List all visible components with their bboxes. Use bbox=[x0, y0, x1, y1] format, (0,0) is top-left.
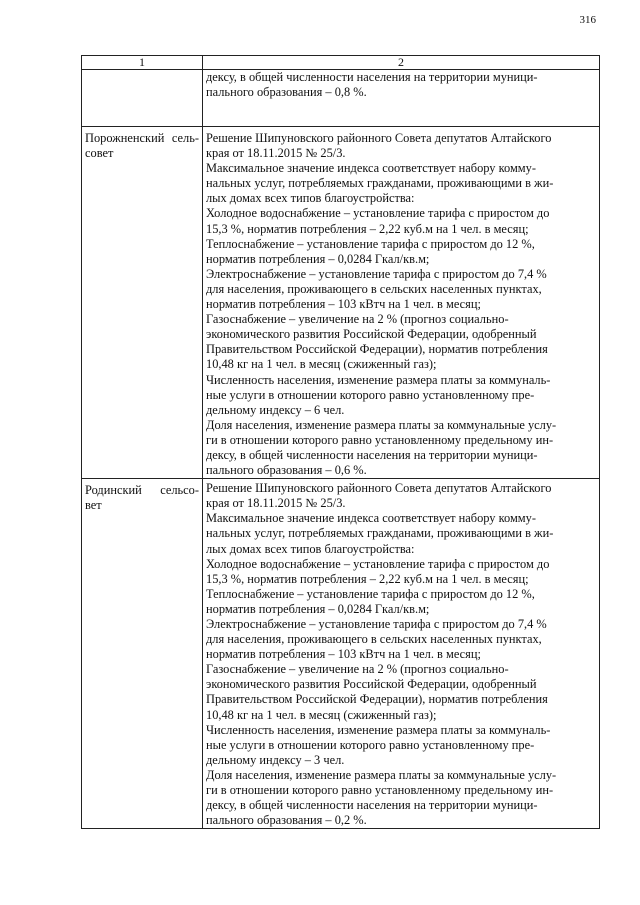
description-cell bbox=[203, 479, 600, 829]
text-line: дексу, в общей численности населения на территории муници- bbox=[206, 447, 538, 462]
text-line: Доля населения, изменение размера платы за коммунальные услу- bbox=[206, 767, 557, 782]
text-line: Холодное водоснабжение – установление тарифа с приростом до bbox=[206, 556, 550, 571]
page-number: 316 bbox=[579, 14, 596, 26]
text-line: норматив потребления – 103 кВтч на 1 чел. в месяц; bbox=[206, 647, 481, 662]
text-line: Доля населения, изменение размера платы за коммунальные услу- bbox=[206, 417, 557, 432]
text-line: края от 18.11.2015 № 25/3. bbox=[206, 496, 346, 511]
text-line: Решение Шипуновского районного Совета депутатов Алтайского bbox=[206, 481, 552, 496]
table-header-row bbox=[82, 56, 600, 70]
text-line: Газоснабжение – увеличение на 2 % (прогноз социально- bbox=[206, 662, 509, 677]
text-line: Электроснабжение – установление тарифа с приростом до 7,4 % bbox=[206, 266, 547, 281]
text-line: Правительством Российской Федерации), норматив потребления bbox=[206, 692, 548, 707]
text-line: лых домах всех типов благоустройства: bbox=[206, 191, 415, 206]
text-line: Решение Шипуновского районного Совета депутатов Алтайского bbox=[206, 131, 552, 145]
header-col-1: 1 bbox=[82, 56, 203, 70]
text-line: для населения, проживающего в сельских населенных пунктах, bbox=[206, 281, 542, 296]
text-line: 15,3 %, норматив потребления – 2,22 куб.м на 1 чел. в месяц; bbox=[206, 221, 529, 236]
table-row bbox=[82, 479, 600, 829]
text-line: ные услуги в отношении которого равно установленному пре- bbox=[206, 387, 535, 402]
table-row bbox=[82, 70, 600, 127]
text-line: ги в отношении которого равно установленному предельному ин- bbox=[206, 783, 554, 798]
text-line: дексу, в общей численности населения на территории муници- bbox=[206, 798, 538, 813]
text-line: Численность населения, изменение размера платы за коммуналь- bbox=[206, 372, 551, 387]
text-line: Холодное водоснабжение – установление тарифа с приростом до bbox=[206, 206, 550, 221]
municipal-tariff-table bbox=[81, 55, 600, 829]
text-line: Теплоснабжение – установление тарифа с приростом до 12 %, bbox=[206, 586, 535, 601]
text-line: ные услуги в отношении которого равно установленному пре- bbox=[206, 737, 535, 752]
text-line: норматив потребления – 103 кВтч на 1 чел. в месяц; bbox=[206, 297, 481, 312]
text-line: экономического развития Российской Федерации, одобренный bbox=[206, 327, 537, 342]
header-col-2: 2 bbox=[203, 56, 600, 70]
text-line: дельному индексу – 3 чел. bbox=[206, 752, 345, 767]
text-line: лых домах всех типов благоустройства: bbox=[206, 541, 415, 556]
municipality-cell: Родинский сельсо-вет bbox=[82, 479, 203, 829]
text-line: 10,48 кг на 1 чел. в месяц (сжиженный газ); bbox=[206, 707, 437, 722]
text-line: Правительством Российской Федерации), норматив потребления bbox=[206, 342, 548, 357]
text-line: дексу, в общей численности населения на территории муници- bbox=[206, 70, 538, 84]
text-line: Теплоснабжение – установление тарифа с приростом до 12 %, bbox=[206, 236, 535, 251]
text-line: Численность населения, изменение размера платы за коммуналь- bbox=[206, 722, 551, 737]
text-line: Максимальное значение индекса соответствует набору комму- bbox=[206, 161, 536, 176]
text-line: края от 18.11.2015 № 25/3. bbox=[206, 146, 346, 161]
text-line: норматив потребления – 0,0284 Гкал/кв.м; bbox=[206, 601, 430, 616]
municipality-cell: Порожненский сель-совет bbox=[82, 127, 203, 479]
text-line: 10,48 кг на 1 чел. в месяц (сжиженный газ); bbox=[206, 357, 437, 372]
description-cell bbox=[203, 127, 600, 479]
text-line: экономического развития Российской Федерации, одобренный bbox=[206, 677, 537, 692]
text-line: пального образования – 0,2 %. bbox=[206, 813, 367, 828]
text-line: нальных услуг, потребляемых гражданами, проживающими в жи- bbox=[206, 176, 554, 191]
municipality-cell bbox=[82, 70, 203, 127]
text-line: Газоснабжение – увеличение на 2 % (прогноз социально- bbox=[206, 312, 509, 327]
text-line: пального образования – 0,6 %. bbox=[206, 463, 367, 478]
text-line: Максимальное значение индекса соответствует набору комму- bbox=[206, 511, 536, 526]
text-line: для населения, проживающего в сельских населенных пунктах, bbox=[206, 632, 542, 647]
description-cell bbox=[203, 70, 600, 127]
table-row bbox=[82, 127, 600, 479]
text-line: нальных услуг, потребляемых гражданами, проживающими в жи- bbox=[206, 526, 554, 541]
text-line: пального образования – 0,8 %. bbox=[206, 85, 367, 100]
text-line: дельному индексу – 6 чел. bbox=[206, 402, 345, 417]
text-line: 15,3 %, норматив потребления – 2,22 куб.м на 1 чел. в месяц; bbox=[206, 571, 529, 586]
text-line: ги в отношении которого равно установленному предельному ин- bbox=[206, 432, 554, 447]
text-line: норматив потребления – 0,0284 Гкал/кв.м; bbox=[206, 251, 430, 266]
text-line: Электроснабжение – установление тарифа с приростом до 7,4 % bbox=[206, 617, 547, 631]
